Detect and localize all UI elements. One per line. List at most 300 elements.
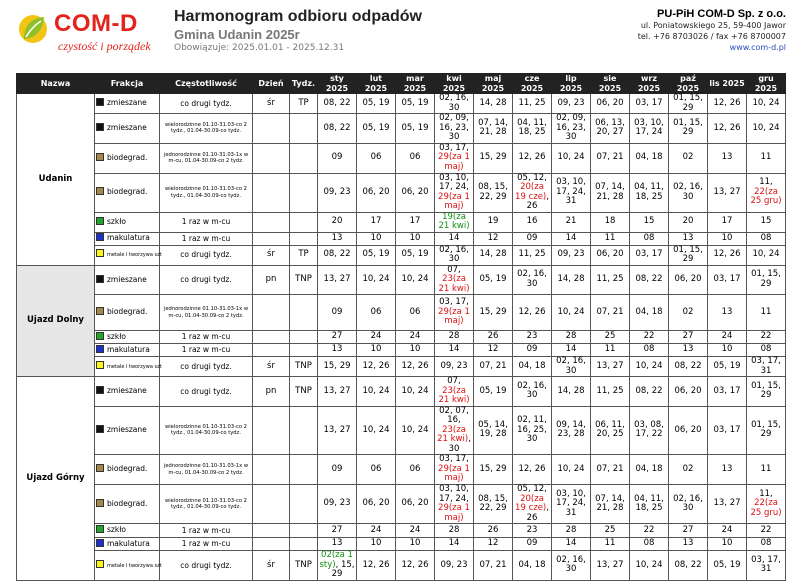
pickup-dates-cell: 10	[357, 232, 396, 245]
pickup-dates-cell: 07, 23(za 21 kwi)	[435, 377, 474, 407]
pickup-dates-cell: 07, 14, 21, 28	[591, 485, 630, 524]
pickup-dates-cell: 13	[708, 295, 747, 331]
pickup-dates-cell: 11, 22(za 25 gru)	[747, 485, 786, 524]
pickup-dates-cell: 10, 24	[747, 94, 786, 114]
pickup-dates-cell: 06, 20	[591, 245, 630, 265]
rescheduled-date: 29(za 1 maj)	[438, 152, 470, 172]
pickup-dates-cell: 10, 24	[396, 377, 435, 407]
pickup-dates-cell: 14	[552, 538, 591, 551]
pickup-dates-cell: 21	[552, 212, 591, 232]
pickup-dates-cell: 09, 14, 23, 28	[552, 406, 591, 455]
pickup-dates-cell: 10, 24	[630, 551, 669, 581]
fraction-color-swatch	[96, 275, 104, 283]
fraction-color-swatch	[96, 217, 104, 225]
fraction-label: zmieszane	[107, 123, 147, 132]
pickup-dates-cell: 04, 18	[513, 551, 552, 581]
fraction-cell	[95, 357, 160, 377]
fraction-label: metale i tworzywa szt	[107, 363, 162, 370]
pickup-dates-cell: 08, 15, 22, 29	[474, 173, 513, 212]
pickup-dates-cell: 10	[708, 538, 747, 551]
pickup-dates-cell: 27	[318, 331, 357, 344]
leaf-logo-icon	[18, 13, 48, 45]
pickup-dates-cell: 06, 20	[669, 406, 708, 455]
pickup-dates-cell: 06, 20	[357, 173, 396, 212]
pickup-dates-cell: 02	[669, 143, 708, 173]
pickup-dates-cell: 09	[318, 295, 357, 331]
fraction-color-swatch	[96, 153, 104, 161]
column-header: kwi 2025	[435, 74, 474, 94]
pickup-dates-cell: 02, 16, 30	[513, 265, 552, 295]
week-cell	[290, 295, 318, 331]
frequency-cell: jednorodzinne 01.10-31.03-1x w m-cu, 01.04-30.09-co 2 tydz.	[160, 143, 253, 173]
pickup-dates-cell: 17	[708, 212, 747, 232]
pickup-dates-cell: 03, 10, 17, 24	[630, 114, 669, 144]
pickup-dates-cell: 06	[357, 295, 396, 331]
pickup-dates-cell: 27	[669, 331, 708, 344]
pickup-dates-cell: 08	[747, 344, 786, 357]
pickup-dates-cell: 04, 18	[630, 143, 669, 173]
pickup-dates-cell: 10	[708, 344, 747, 357]
pickup-dates-cell: 05, 19	[396, 245, 435, 265]
rescheduled-date: 22(za 25 gru)	[750, 186, 782, 207]
pickup-dates-cell: 10, 24	[396, 265, 435, 295]
pickup-dates-cell: 04, 11, 18, 25	[630, 485, 669, 524]
schedule-row	[17, 143, 786, 173]
pickup-dates-cell: 20	[318, 212, 357, 232]
rescheduled-date: 20(za 19 cze)	[515, 182, 547, 202]
week-cell	[290, 232, 318, 245]
fraction-cell	[95, 114, 160, 144]
pickup-dates-cell: 05, 19	[708, 551, 747, 581]
document-subtitle: Gmina Udanin 2025r	[174, 27, 300, 42]
pickup-dates-cell: 09	[318, 455, 357, 485]
fraction-cell	[95, 94, 160, 114]
pickup-dates-cell: 05, 19	[708, 357, 747, 377]
pickup-dates-cell: 05, 19	[357, 94, 396, 114]
pickup-dates-cell: 06, 20	[669, 377, 708, 407]
frequency-cell: co drugi tydz.	[160, 377, 253, 407]
fraction-cell	[95, 524, 160, 538]
fraction-label: makulatura	[107, 538, 150, 548]
pickup-dates-cell: 09, 23	[552, 245, 591, 265]
rescheduled-date: 23(za 21 kwi)	[438, 274, 470, 294]
fraction-label: biodegrad.	[107, 187, 148, 197]
pickup-dates-cell: 03, 17	[630, 94, 669, 114]
fraction-color-swatch	[96, 98, 104, 106]
week-cell	[290, 114, 318, 144]
pickup-dates-cell: 15, 29	[318, 357, 357, 377]
column-header: sie 2025	[591, 74, 630, 94]
pickup-dates-cell: 13, 27	[591, 357, 630, 377]
rescheduled-date: 29(za 1 maj)	[438, 463, 470, 484]
pickup-dates-cell: 14	[435, 232, 474, 245]
pickup-dates-cell: 27	[669, 524, 708, 538]
fraction-color-swatch	[96, 525, 104, 533]
pickup-dates-cell: 11, 25	[591, 377, 630, 407]
rescheduled-date: 23(za 21 kwi)	[438, 385, 470, 405]
fraction-cell	[95, 143, 160, 173]
logo-subtitle: czystość i porządek	[58, 39, 151, 53]
pickup-dates-cell: 22	[630, 331, 669, 344]
week-cell	[290, 406, 318, 455]
fraction-cell	[95, 344, 160, 357]
fraction-label: biodegrad.	[107, 307, 148, 317]
pickup-dates-cell: 12, 26	[708, 94, 747, 114]
pickup-dates-cell: 06	[357, 143, 396, 173]
week-cell: TP	[290, 94, 318, 114]
pickup-dates-cell: 10, 24	[357, 265, 396, 295]
pickup-dates-cell: 10, 24	[552, 455, 591, 485]
column-header: wrz 2025	[630, 74, 669, 94]
pickup-dates-cell: 28	[435, 524, 474, 538]
pickup-dates-cell: 06, 20	[669, 265, 708, 295]
fraction-label: szkło	[107, 525, 126, 535]
pickup-dates-cell: 07, 21	[474, 357, 513, 377]
schedule-row	[17, 538, 786, 551]
day-cell	[253, 212, 290, 232]
fraction-color-swatch	[96, 249, 104, 257]
fraction-cell	[95, 173, 160, 212]
fraction-cell	[95, 265, 160, 295]
column-header: Nazwa	[17, 74, 95, 94]
day-cell	[253, 143, 290, 173]
column-header: lis 2025	[708, 74, 747, 94]
pickup-dates-cell: 06	[396, 295, 435, 331]
pickup-dates-cell: 13	[669, 344, 708, 357]
rescheduled-date: 29(za 1 maj)	[438, 306, 470, 327]
pickup-dates-cell: 01, 15, 29	[669, 245, 708, 265]
validity-period: Obowiązuje: 2025.01.01 - 2025.12.31	[174, 43, 345, 53]
fraction-color-swatch	[96, 233, 104, 241]
pickup-dates-cell	[435, 212, 474, 232]
day-cell	[253, 114, 290, 144]
schedule-row	[17, 245, 786, 265]
pickup-dates-cell: 11, 25	[513, 245, 552, 265]
pickup-dates-cell: 12, 26	[357, 357, 396, 377]
fraction-color-swatch	[96, 386, 104, 394]
week-cell	[290, 173, 318, 212]
week-cell	[290, 485, 318, 524]
week-cell: TP	[290, 245, 318, 265]
day-cell	[253, 538, 290, 551]
week-cell	[290, 212, 318, 232]
pickup-dates-cell: 10, 24	[747, 245, 786, 265]
pickup-dates-cell: 14	[552, 232, 591, 245]
pickup-dates-cell: 28	[552, 524, 591, 538]
pickup-dates-cell: 08, 22	[318, 114, 357, 144]
fraction-cell	[95, 331, 160, 344]
pickup-dates-cell: 06	[357, 455, 396, 485]
week-cell	[290, 524, 318, 538]
day-cell: śr	[253, 94, 290, 114]
pickup-dates-cell: 22	[747, 331, 786, 344]
fraction-label: biodegrad.	[107, 152, 148, 162]
pickup-dates-cell: 02, 09, 16, 23, 30	[552, 114, 591, 144]
schedule-row	[17, 295, 786, 331]
schedule-row	[17, 524, 786, 538]
pickup-dates-cell: 01, 15, 29	[747, 377, 786, 407]
frequency-cell: 1 raz w m-cu	[160, 232, 253, 245]
pickup-dates-cell: 08, 22	[318, 94, 357, 114]
week-cell: TNP	[290, 377, 318, 407]
pickup-dates-cell: 07, 21	[591, 295, 630, 331]
pickup-dates-cell: 12, 26	[396, 551, 435, 581]
fraction-cell	[95, 377, 160, 407]
column-header: lut 2025	[357, 74, 396, 94]
column-header: gru 2025	[747, 74, 786, 94]
fraction-color-swatch	[96, 187, 104, 195]
day-cell	[253, 344, 290, 357]
pickup-dates-cell: 13	[318, 538, 357, 551]
pickup-dates-cell: 24	[396, 331, 435, 344]
rescheduled-date: 19(za 21 kwi)	[438, 211, 470, 231]
pickup-dates-cell: 10, 24	[396, 406, 435, 455]
week-cell	[290, 143, 318, 173]
fraction-cell	[95, 551, 160, 581]
pickup-dates-cell: 08	[747, 538, 786, 551]
pickup-dates-cell: 23	[513, 331, 552, 344]
pickup-dates-cell: 24	[396, 524, 435, 538]
rescheduled-date: 02(za 1 sty)	[319, 550, 353, 570]
pickup-dates-cell: 06, 20	[357, 485, 396, 524]
logo-title: COM-D	[54, 10, 138, 37]
schedule-row	[17, 331, 786, 344]
pickup-dates-cell: 06, 13, 20, 27	[591, 114, 630, 144]
pickup-dates-cell: 10, 24	[552, 143, 591, 173]
schedule-row	[17, 265, 786, 295]
column-header: mar 2025	[396, 74, 435, 94]
pickup-dates-cell: 22	[630, 524, 669, 538]
frequency-cell: wielorodzinne 01.10-31.03-co 2 tydz., 01.04-30.09-co tydz.	[160, 485, 253, 524]
company-info	[526, 8, 786, 53]
pickup-dates-cell: 06	[396, 455, 435, 485]
pickup-dates-cell: 11, 22(za 25 gru)	[747, 173, 786, 212]
pickup-dates-cell: 11	[591, 538, 630, 551]
company-website-link[interactable]: www.com-d.pl	[729, 43, 786, 52]
fraction-color-swatch	[96, 307, 104, 315]
frequency-cell: wielorodzinne 01.10-31.03-co 2 tydz., 01.04-30.09-co tydz.	[160, 406, 253, 455]
pickup-dates-cell: 14	[435, 538, 474, 551]
pickup-dates-cell: 10	[396, 232, 435, 245]
pickup-dates-cell: 14	[552, 344, 591, 357]
fraction-cell	[95, 485, 160, 524]
column-header: sty 2025	[318, 74, 357, 94]
schedule-body	[17, 94, 786, 581]
pickup-dates-cell: 06, 20	[591, 94, 630, 114]
pickup-dates-cell: 09, 23	[318, 173, 357, 212]
pickup-dates-cell: 07, 14, 21, 28	[474, 114, 513, 144]
pickup-dates-cell: 05, 14, 19, 28	[474, 406, 513, 455]
pickup-dates-cell: 25	[591, 524, 630, 538]
frequency-cell: co drugi tydz.	[160, 551, 253, 581]
column-header: paź 2025	[669, 74, 708, 94]
frequency-cell: 1 raz w m-cu	[160, 344, 253, 357]
pickup-dates-cell: 25	[591, 331, 630, 344]
pickup-dates-cell: 04, 11, 18, 25	[630, 173, 669, 212]
pickup-dates-cell: 03, 17	[708, 265, 747, 295]
day-cell	[253, 173, 290, 212]
pickup-dates-cell: 13	[318, 344, 357, 357]
pickup-dates-cell: 08, 15, 22, 29	[474, 485, 513, 524]
pickup-dates-cell: 07, 23(za 21 kwi)	[435, 265, 474, 295]
pickup-dates-cell: 22	[747, 524, 786, 538]
day-cell	[253, 524, 290, 538]
pickup-dates-cell: 09	[513, 344, 552, 357]
column-header: Frakcja	[95, 74, 160, 94]
rescheduled-date: 23(za 21 kwi)	[437, 424, 469, 444]
pickup-dates-cell: 02	[669, 295, 708, 331]
pickup-dates-cell: 04, 18	[630, 295, 669, 331]
pickup-dates-cell: 05, 19	[357, 245, 396, 265]
pickup-dates-cell: 05, 19	[396, 94, 435, 114]
column-header: maj 2025	[474, 74, 513, 94]
pickup-dates-cell: 03, 17, 31	[747, 357, 786, 377]
fraction-color-swatch	[96, 464, 104, 472]
pickup-dates-cell: 15	[747, 212, 786, 232]
company-logo	[18, 10, 168, 60]
fraction-label: makulatura	[107, 233, 150, 243]
pickup-dates-cell: 17	[357, 212, 396, 232]
fraction-cell	[95, 212, 160, 232]
pickup-dates-cell: 07, 21	[591, 143, 630, 173]
pickup-dates-cell: 03, 10, 17, 24, 29(za 1 maj)	[435, 485, 474, 524]
fraction-label: zmieszane	[107, 386, 147, 395]
pickup-dates-cell: 17	[396, 212, 435, 232]
frequency-cell: 1 raz w m-cu	[160, 524, 253, 538]
pickup-dates-cell: 12, 26	[513, 455, 552, 485]
location-name: Udanin	[17, 94, 95, 266]
pickup-dates-cell: 04, 11, 18, 25	[513, 114, 552, 144]
pickup-dates-cell: 03, 17, 29(za 1 maj)	[435, 295, 474, 331]
pickup-dates-cell: 12, 26	[513, 143, 552, 173]
frequency-cell: 1 raz w m-cu	[160, 331, 253, 344]
column-header: Dzień	[253, 74, 290, 94]
pickup-dates-cell: 02, 16, 30	[669, 485, 708, 524]
pickup-dates-cell: 01, 15, 29	[669, 94, 708, 114]
pickup-dates-cell: 12, 26	[357, 551, 396, 581]
location-name: Ujazd Dolny	[17, 265, 95, 377]
pickup-dates-cell: 11, 25	[513, 94, 552, 114]
fraction-label: metale i tworzywa szt	[107, 562, 162, 569]
frequency-cell: co drugi tydz.	[160, 357, 253, 377]
company-address: ul. Poniatowskiego 25, 59-400 Jawor	[640, 21, 786, 30]
fraction-label: szkło	[107, 331, 126, 341]
pickup-dates-cell: 05, 19	[357, 114, 396, 144]
document-title: Harmonogram odbioru odpadów	[174, 8, 422, 25]
schedule-row	[17, 344, 786, 357]
pickup-dates-cell: 10	[396, 538, 435, 551]
pickup-dates-cell: 26	[474, 524, 513, 538]
day-cell: pn	[253, 265, 290, 295]
fraction-color-swatch	[96, 345, 104, 353]
pickup-dates-cell: 05, 19	[396, 114, 435, 144]
fraction-cell	[95, 455, 160, 485]
pickup-dates-cell: 11	[591, 344, 630, 357]
pickup-dates-cell: 12, 26	[708, 114, 747, 144]
company-phone: tel. +76 8703026 / fax +76 8700007	[637, 32, 786, 41]
pickup-dates-cell: 10, 24	[357, 406, 396, 455]
pickup-dates-cell: 09	[318, 143, 357, 173]
rescheduled-date: 29(za 1 maj)	[438, 191, 470, 211]
pickup-dates-cell: 10, 24	[357, 377, 396, 407]
day-cell	[253, 331, 290, 344]
week-cell: TNP	[290, 357, 318, 377]
pickup-dates-cell: 13, 27	[708, 485, 747, 524]
pickup-dates-cell: 01, 15, 29	[669, 114, 708, 144]
pickup-dates-cell: 11, 25	[591, 265, 630, 295]
pickup-dates-cell: 24	[708, 524, 747, 538]
pickup-dates-cell: 14, 28	[552, 265, 591, 295]
column-header: Częstotliwość	[160, 74, 253, 94]
pickup-dates-cell: 09	[513, 538, 552, 551]
rescheduled-date: 29(za 1 maj)	[438, 503, 470, 523]
pickup-dates-cell: 19	[474, 212, 513, 232]
pickup-dates-cell: 08, 22	[318, 245, 357, 265]
pickup-dates-cell: 13, 27	[318, 265, 357, 295]
pickup-dates-cell: 13, 27	[708, 173, 747, 212]
schedule-row	[17, 357, 786, 377]
company-name: PU-PiH COM-D Sp. z o.o.	[657, 8, 786, 20]
fraction-cell	[95, 295, 160, 331]
pickup-dates-cell: 03, 17	[630, 245, 669, 265]
week-cell: TNP	[290, 551, 318, 581]
frequency-cell: co drugi tydz.	[160, 94, 253, 114]
frequency-cell: jednorodzinne 01.10-31.03-1x w m-cu, 01.04-30.09-co 2 tydz.	[160, 455, 253, 485]
fraction-label: szkło	[107, 216, 126, 226]
pickup-dates-cell: 12, 26	[513, 295, 552, 331]
pickup-dates-cell: 10	[396, 344, 435, 357]
schedule-row	[17, 173, 786, 212]
pickup-dates-cell: 16	[513, 212, 552, 232]
pickup-dates-cell: 08, 22	[669, 551, 708, 581]
schedule-row	[17, 485, 786, 524]
fraction-cell	[95, 232, 160, 245]
pickup-dates-cell: 02, 16, 30	[435, 94, 474, 114]
day-cell	[253, 232, 290, 245]
day-cell: śr	[253, 245, 290, 265]
week-cell	[290, 538, 318, 551]
frequency-cell: jednorodzinne 01.10-31.03-1x w m-cu, 01.04-30.09-co 2 tydz.	[160, 295, 253, 331]
fraction-color-swatch	[96, 123, 104, 131]
pickup-dates-cell: 02, 16, 30	[552, 551, 591, 581]
pickup-dates-cell: 03, 10, 17, 24, 29(za 1 maj)	[435, 173, 474, 212]
pickup-dates-cell: 02, 16, 30	[513, 377, 552, 407]
pickup-dates-cell: 12, 26	[708, 245, 747, 265]
pickup-dates-cell: 02, 16, 30	[669, 173, 708, 212]
pickup-dates-cell: 24	[708, 331, 747, 344]
column-header: lip 2025	[552, 74, 591, 94]
day-cell	[253, 295, 290, 331]
pickup-dates-cell: 08	[630, 538, 669, 551]
pickup-dates-cell: 07, 14, 21, 28	[591, 173, 630, 212]
pickup-dates-cell: 10	[357, 344, 396, 357]
pickup-dates-cell: 20	[669, 212, 708, 232]
pickup-dates-cell: 13	[708, 455, 747, 485]
frequency-cell: wielorodzinne 01.10-31.03-co 2 tydz., 01.04-30.09-co tydz.	[160, 114, 253, 144]
frequency-cell: 1 raz w m-cu	[160, 212, 253, 232]
pickup-dates-cell: 01, 15, 29	[747, 265, 786, 295]
pickup-dates-cell: 11	[747, 143, 786, 173]
pickup-dates-cell: 06, 20	[396, 173, 435, 212]
schedule-row	[17, 406, 786, 455]
pickup-dates-cell: 13, 27	[318, 406, 357, 455]
column-header: cze 2025	[513, 74, 552, 94]
pickup-dates-cell: 02, 11, 16, 25, 30	[513, 406, 552, 455]
frequency-cell: co drugi tydz.	[160, 245, 253, 265]
schedule-row	[17, 551, 786, 581]
day-cell	[253, 455, 290, 485]
pickup-dates-cell: 08	[630, 232, 669, 245]
